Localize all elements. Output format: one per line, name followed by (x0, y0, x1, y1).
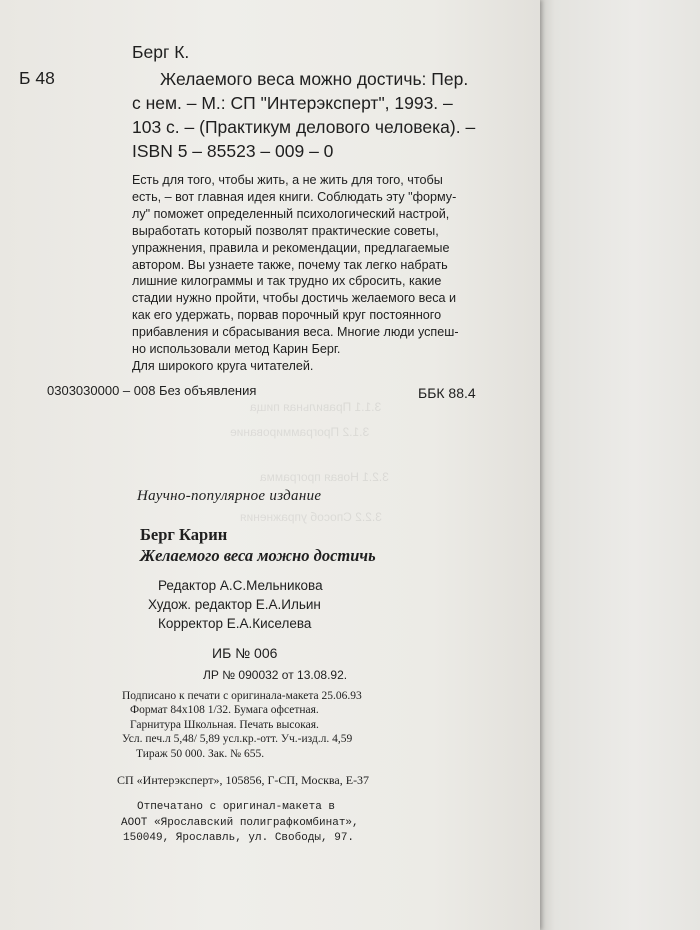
printer-line: АООТ «Ярославский полиграфкомбинат», (121, 816, 359, 829)
background-surface (535, 0, 700, 930)
imprint-author: Берг Карин (140, 525, 228, 544)
corrector: Корректор Е.А.Киселева (158, 616, 312, 631)
annotation-line: Есть для того, чтобы жить, а не жить для того, чтобы (132, 173, 443, 187)
catalog-author: Берг К. (132, 42, 190, 62)
annotation-line: но использовали метод Карин Берг. (132, 342, 341, 357)
catalog-line: Желаемого веса можно достичь: Пер. (160, 69, 469, 89)
annotation-line: стадии нужно пройти, чтобы достичь желаемого веса и (132, 291, 457, 306)
edition-type: Научно-популярное издание (137, 488, 322, 504)
annotation-line: автором. Вы узнаете также, почему так легко набрать (132, 257, 448, 272)
annotation-line: лу" поможет определенный психологический настрой, (132, 206, 450, 221)
bbk-index: ББК 88.4 (418, 385, 476, 401)
tech-line: Гарнитура Школьная. Печать высокая. (130, 718, 319, 731)
annotation-line: есть, – вот главная идея книги. Соблюдать эту "форму- (132, 189, 457, 204)
printer-info (121, 800, 359, 847)
catalog-line: с нем. – М.: СП "Интерэксперт", 1993. – (132, 93, 453, 113)
classification-number: 0303030000 – 008 Без объявления (47, 383, 257, 398)
printer-line: Отпечатано с оригинал-макета в (137, 801, 336, 813)
license-number: ЛР № 090032 от 13.08.92. (203, 668, 348, 682)
imprint-title: Желаемого веса можно достичь (140, 546, 376, 565)
show-through-text: 3.2.1 Новая программа (260, 470, 389, 484)
annotation-line: Для широкого круга читателей. (132, 358, 314, 373)
annotation-line: упражнения, правила и рекомендации, предлагаемые (132, 240, 450, 255)
show-through-text: 3.1.1 Правильная пища (250, 400, 382, 414)
annotation-line: лишние килограммы и так трудно их сбросить, какие (132, 274, 442, 289)
annotation (132, 172, 459, 375)
art-editor: Худож. редактор Е.А.Ильин (148, 597, 321, 612)
show-through-text: 3.1.2 Программирование (230, 425, 370, 439)
catalog-line: 103 с. – (Практикум делового человека). – (132, 117, 476, 137)
tech-line: Усл. печ.л 5,48/ 5,89 усл.кр.-отт. Уч.-изд.л. 4,59 (122, 733, 353, 746)
tech-line: Тираж 50 000. Зак. № 655. (136, 747, 265, 760)
printer-line: 150049, Ярославль, ул. Свободы, 97. (123, 832, 355, 844)
show-through-text: 3.2.2 Способ упражнения (240, 510, 382, 524)
publisher-address: СП «Интерэксперт», 105856, Г-СП, Москва, Е-37 (117, 773, 370, 787)
annotation-line: прибавления и сбрасывания веса. Многие люди успеш- (132, 325, 459, 340)
technical-details (122, 689, 362, 761)
tech-line: Подписано к печати с оригинала-макета 25.06.93 (122, 690, 362, 702)
catalog-code: Б 48 (19, 68, 55, 88)
ib-number: ИБ № 006 (212, 645, 278, 661)
catalog-isbn: ISBN 5 – 85523 – 009 – 0 (132, 141, 334, 161)
annotation-line: как его удержать, порвав порочный круг постоянного (132, 308, 442, 323)
editor: Редактор А.С.Мельникова (158, 578, 323, 593)
tech-line: Формат 84х108 1/32. Бумага офсетная. (130, 704, 319, 717)
annotation-line: выработать который позволят практические советы, (132, 223, 439, 238)
